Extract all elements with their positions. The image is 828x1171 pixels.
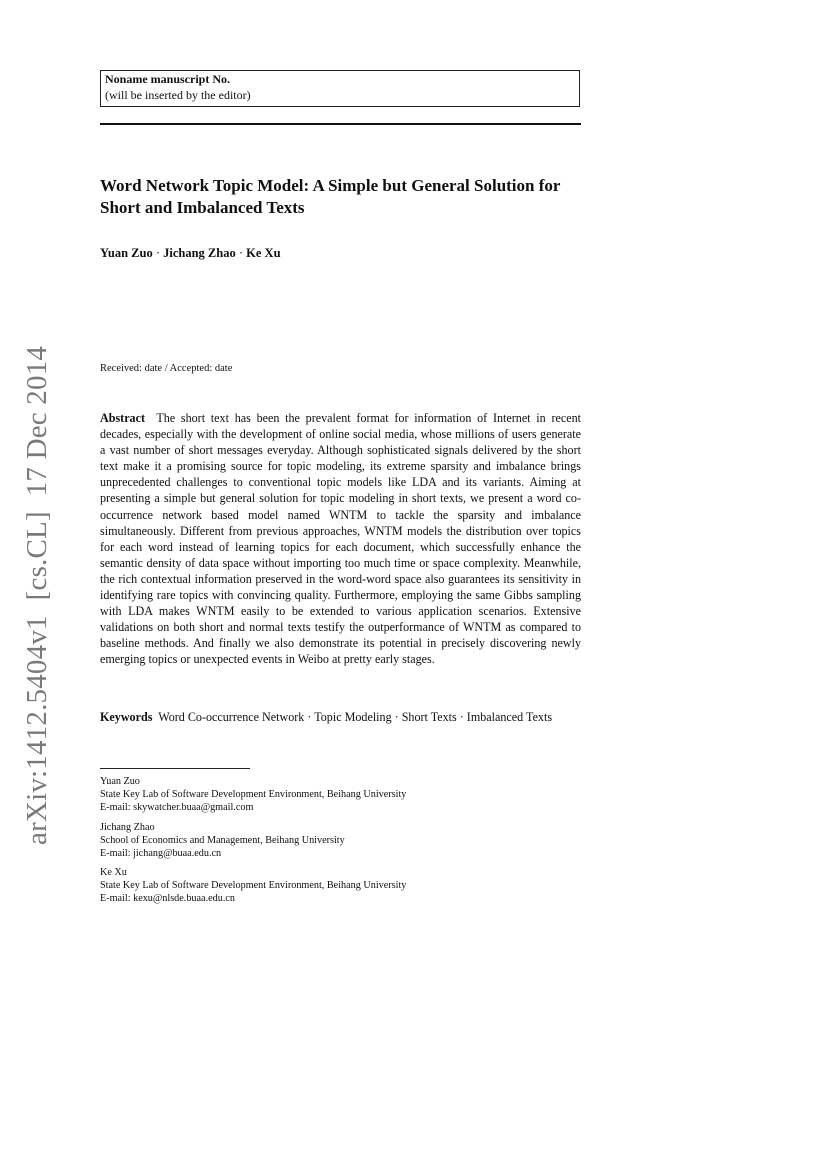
affiliation-block xyxy=(100,775,581,815)
abstract-section xyxy=(100,410,581,668)
affiliation-institution: State Key Lab of Software Development Environment, Beihang University xyxy=(100,880,407,892)
affiliation-institution: School of Economics and Management, Beihang University xyxy=(100,835,345,847)
author-name: Ke Xu xyxy=(246,246,281,260)
footnote-rule xyxy=(100,768,250,769)
author-separator: · xyxy=(155,246,160,260)
author-name: Jichang Zhao xyxy=(163,246,236,260)
manuscript-number-box xyxy=(100,70,580,107)
affiliation-block xyxy=(100,866,581,906)
affiliation-author-name: Yuan Zuo xyxy=(100,776,140,787)
author-separator: · xyxy=(238,246,244,260)
affiliation-institution: State Key Lab of Software Development Environment, Beihang University xyxy=(100,789,407,801)
author-name: Yuan Zuo xyxy=(100,246,153,260)
affiliation-email: E-mail: skywatcher.buaa@gmail.com xyxy=(100,802,254,814)
manuscript-editor-note: (will be inserted by the editor) xyxy=(105,87,251,102)
author-list xyxy=(100,246,281,261)
paper-title: Word Network Topic Model: A Simple but General Solution for Short and Imbalanced Texts xyxy=(100,176,561,217)
received-accepted-dates: Received: date / Accepted: date xyxy=(100,363,233,374)
arxiv-identifier-stamp: arXiv:1412.5404v1 [cs.CL] 17 Dec 2014 xyxy=(21,345,53,845)
abstract-label: Abstract xyxy=(100,411,146,425)
affiliation-block xyxy=(100,821,581,861)
manuscript-number-label: Noname manuscript No. xyxy=(105,72,230,86)
affiliation-email: E-mail: kexu@nlsde.buaa.edu.cn xyxy=(100,893,235,905)
affiliation-author-name: Ke Xu xyxy=(100,867,127,878)
keywords-label: Keywords xyxy=(100,710,153,724)
affiliation-author-name: Jichang Zhao xyxy=(100,822,155,833)
keywords-text: Word Co-occurrence Network · Topic Modeling · Short Texts · Imbalanced Texts xyxy=(158,710,553,724)
abstract-text: The short text has been the prevalent format for information of Internet in recent decades, especially with the development of online social media, whose millions of users generate a vast number of short messages everyday. Although sophisticated signals delivered by the short text make it a promising source for topic modeling, its extreme sparsity and imbalance brings unprecedented challenges to conventional topic models like LDA and its variants. Aiming at presenting a simple but general solution for topic modeling in short texts, we present a word co-occurrence network based model named WNTM to tackle the sparsity and imbalance simultaneously. Different from previous approaches, WNTM models the distribution over topics for each word instead of learning topics for each document, which successfully enhance the semantic density of data space without importing too much time or space complexity. Meanwhile, the rich contextual information preserved in the word-word space also guarantees its sensitivity in identifying rare topics with convincing quality. Furthermore, employing the same Gibbs sampling with LDA makes WNTM easily to be extended to various application scenarios. Extensive validations on both short and normal texts testify the outperformance of WNTM as compared to baseline methods. And finally we also demonstrate its potential in precisely discovering newly emerging topics or unexpected events in Weibo at pretty early stages. xyxy=(100,411,581,667)
keywords-section xyxy=(100,709,581,725)
header-rule xyxy=(100,123,581,125)
affiliation-email: E-mail: jichang@buaa.edu.cn xyxy=(100,848,222,860)
